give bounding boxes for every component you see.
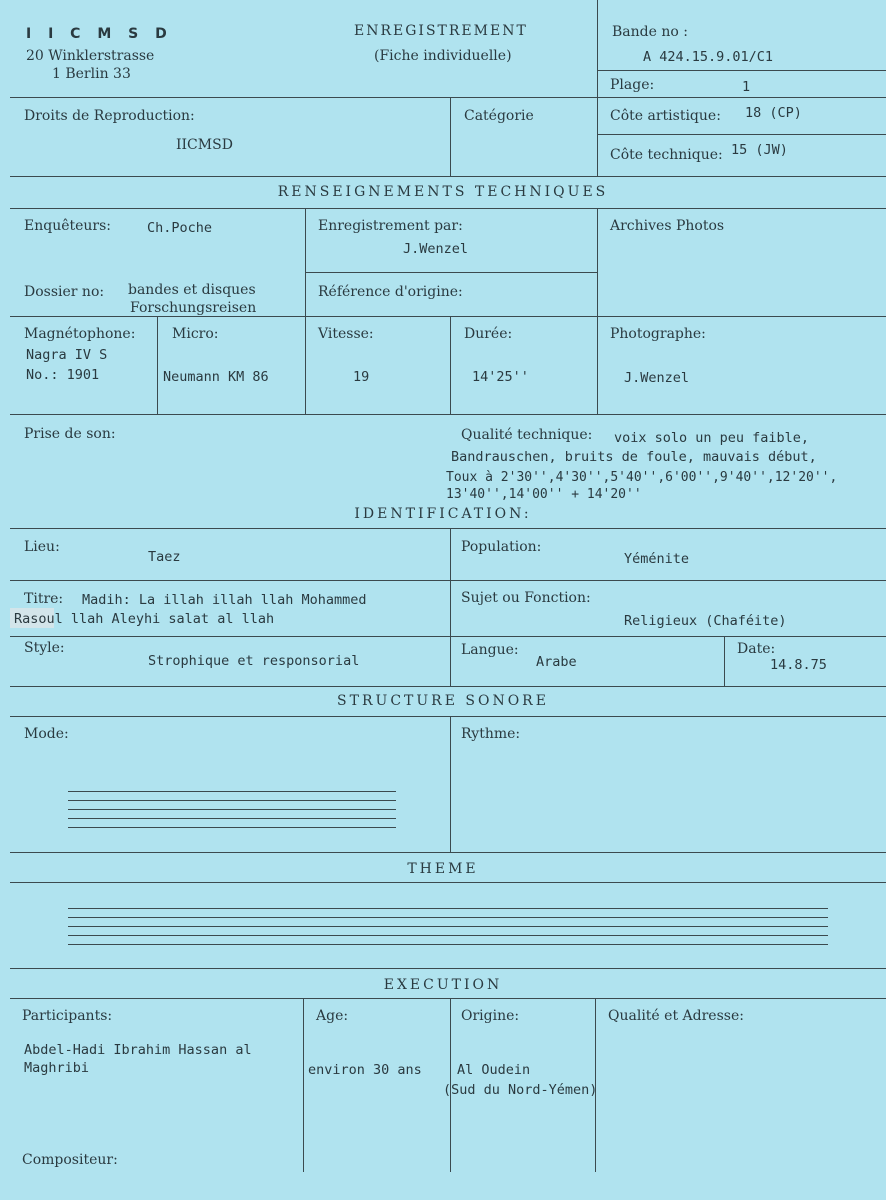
ruled-line bbox=[68, 791, 396, 792]
duree-value: 14'25'' bbox=[472, 369, 529, 385]
divider bbox=[10, 580, 886, 581]
magnetophone-value: Nagra IV S bbox=[26, 347, 108, 363]
qualite-technique-value: Toux à 2'30'',4'30'',5'40'',6'00'',9'40'',12'20'', bbox=[446, 470, 838, 485]
divider bbox=[303, 998, 304, 1172]
langue-value: Arabe bbox=[536, 654, 577, 670]
divider bbox=[10, 528, 886, 529]
bande-label: Bande no : bbox=[612, 24, 688, 40]
divider bbox=[10, 176, 886, 177]
address-line: 1 Berlin 33 bbox=[52, 66, 131, 82]
cote-artistique-label: Côte artistique: bbox=[610, 108, 721, 124]
titre-value: Rasoul llah Aleyhi salat al llah bbox=[14, 611, 275, 627]
divider bbox=[450, 716, 451, 852]
ruled-line bbox=[68, 908, 828, 909]
section-heading: IDENTIFICATION: bbox=[354, 506, 532, 522]
qualite-technique-label: Qualité technique: bbox=[461, 427, 593, 443]
divider bbox=[10, 97, 886, 98]
dossier-label: Dossier no: bbox=[24, 284, 105, 300]
divider bbox=[450, 528, 451, 686]
categorie-label: Catégorie bbox=[464, 108, 534, 124]
form-title: ENREGISTREMENT bbox=[354, 23, 528, 39]
micro-label: Micro: bbox=[172, 326, 219, 342]
cote-artistique-value: 18 (CP) bbox=[745, 105, 802, 121]
divider bbox=[10, 998, 886, 999]
rythme-label: Rythme: bbox=[461, 726, 521, 742]
vitesse-value: 19 bbox=[353, 369, 370, 385]
qualite-technique-value: Bandrauschen, bruits de foule, mauvais début, bbox=[451, 449, 817, 465]
participant-name: Maghribi bbox=[24, 1060, 90, 1076]
qualite-technique-value: voix solo un peu faible, bbox=[614, 430, 810, 446]
langue-label: Langue: bbox=[461, 642, 519, 658]
sujet-fonction-value: Religieux (Chaféite) bbox=[624, 613, 787, 629]
titre-value: Madih: La illah illah llah Mohammed bbox=[82, 592, 367, 608]
origine-value: (Sud du Nord-Yémen) bbox=[443, 1082, 598, 1098]
ruled-line bbox=[68, 935, 828, 936]
plage-value: 1 bbox=[742, 79, 751, 95]
form-subtitle: (Fiche individuelle) bbox=[374, 48, 512, 64]
divider bbox=[597, 0, 598, 176]
divider bbox=[598, 70, 886, 71]
origine-label: Origine: bbox=[461, 1008, 520, 1024]
ruled-line bbox=[68, 926, 828, 927]
population-label: Population: bbox=[461, 539, 542, 555]
divider bbox=[598, 134, 886, 135]
qualite-adresse-label: Qualité et Adresse: bbox=[608, 1008, 744, 1024]
origine-value: Al Oudein bbox=[457, 1062, 531, 1078]
ruled-line bbox=[68, 827, 396, 828]
address-line: 20 Winklerstrasse bbox=[26, 48, 155, 64]
divider bbox=[10, 968, 886, 969]
compositeur-label: Compositeur: bbox=[22, 1152, 118, 1168]
lieu-label: Lieu: bbox=[24, 539, 60, 555]
archives-photos-label: Archives Photos bbox=[610, 218, 725, 234]
ruled-line bbox=[68, 917, 828, 918]
divider bbox=[10, 208, 886, 209]
divider bbox=[10, 686, 886, 687]
date-label: Date: bbox=[737, 641, 776, 657]
mode-label: Mode: bbox=[24, 726, 69, 742]
plage-label: Plage: bbox=[610, 77, 655, 93]
ruled-line bbox=[68, 800, 396, 801]
participant-name: Abdel-Hadi Ibrahim Hassan al bbox=[24, 1042, 252, 1058]
enqueteurs-value: Ch.Poche bbox=[147, 220, 213, 236]
micro-value: Neumann KM 86 bbox=[163, 369, 269, 385]
ruled-line bbox=[68, 818, 396, 819]
qualite-technique-value: 13'40'',14'00'' + 14'20'' bbox=[446, 487, 642, 502]
ruled-line bbox=[68, 809, 396, 810]
enregistrement-par-label: Enregistrement par: bbox=[318, 218, 463, 234]
bande-value: A 424.15.9.01/C1 bbox=[643, 49, 774, 65]
participants-label: Participants: bbox=[22, 1008, 113, 1024]
dossier-value: bandes et disques bbox=[128, 282, 256, 298]
duree-label: Durée: bbox=[464, 326, 513, 342]
divider bbox=[724, 636, 725, 686]
date-value: 14.8.75 bbox=[770, 657, 827, 673]
style-value: Strophique et responsorial bbox=[148, 653, 360, 669]
age-value: environ 30 ans bbox=[308, 1062, 422, 1078]
titre-label: Titre: bbox=[24, 591, 64, 607]
divider bbox=[10, 636, 886, 637]
magnetophone-label: Magnétophone: bbox=[24, 326, 136, 342]
style-label: Style: bbox=[24, 640, 65, 656]
section-heading: EXECUTION bbox=[383, 977, 503, 993]
cote-technique-label: Côte technique: bbox=[610, 147, 723, 163]
dossier-value: Forschungsreisen bbox=[130, 300, 257, 316]
droits-label: Droits de Reproduction: bbox=[24, 108, 195, 124]
photographe-value: J.Wenzel bbox=[624, 370, 690, 386]
prise-de-son-label: Prise de son: bbox=[24, 426, 116, 442]
population-value: Yéménite bbox=[624, 551, 690, 567]
divider bbox=[450, 316, 451, 414]
divider bbox=[305, 208, 306, 414]
section-heading: STRUCTURE SONORE bbox=[337, 693, 549, 709]
divider bbox=[157, 316, 158, 414]
divider bbox=[10, 882, 886, 883]
divider bbox=[10, 716, 886, 717]
divider bbox=[10, 414, 886, 415]
reference-origine-label: Référence d'origine: bbox=[318, 284, 463, 300]
vitesse-label: Vitesse: bbox=[318, 326, 374, 342]
divider bbox=[450, 97, 451, 176]
lieu-value: Taez bbox=[148, 549, 181, 565]
magnetophone-number: No.: 1901 bbox=[26, 367, 100, 383]
enqueteurs-label: Enquêteurs: bbox=[24, 218, 112, 234]
photographe-label: Photographe: bbox=[610, 326, 706, 342]
enregistrement-par-value: J.Wenzel bbox=[403, 241, 469, 257]
cote-technique-value: 15 (JW) bbox=[731, 142, 788, 158]
droits-value: IICMSD bbox=[176, 137, 233, 153]
divider bbox=[305, 272, 598, 273]
divider bbox=[10, 852, 886, 853]
org-name: I I C M S D bbox=[26, 26, 173, 42]
section-heading: THEME bbox=[407, 861, 479, 877]
ruled-line bbox=[68, 944, 828, 945]
section-heading: RENSEIGNEMENTS TECHNIQUES bbox=[277, 184, 609, 200]
divider bbox=[597, 208, 598, 414]
sujet-fonction-label: Sujet ou Fonction: bbox=[461, 590, 591, 606]
age-label: Age: bbox=[316, 1008, 349, 1024]
